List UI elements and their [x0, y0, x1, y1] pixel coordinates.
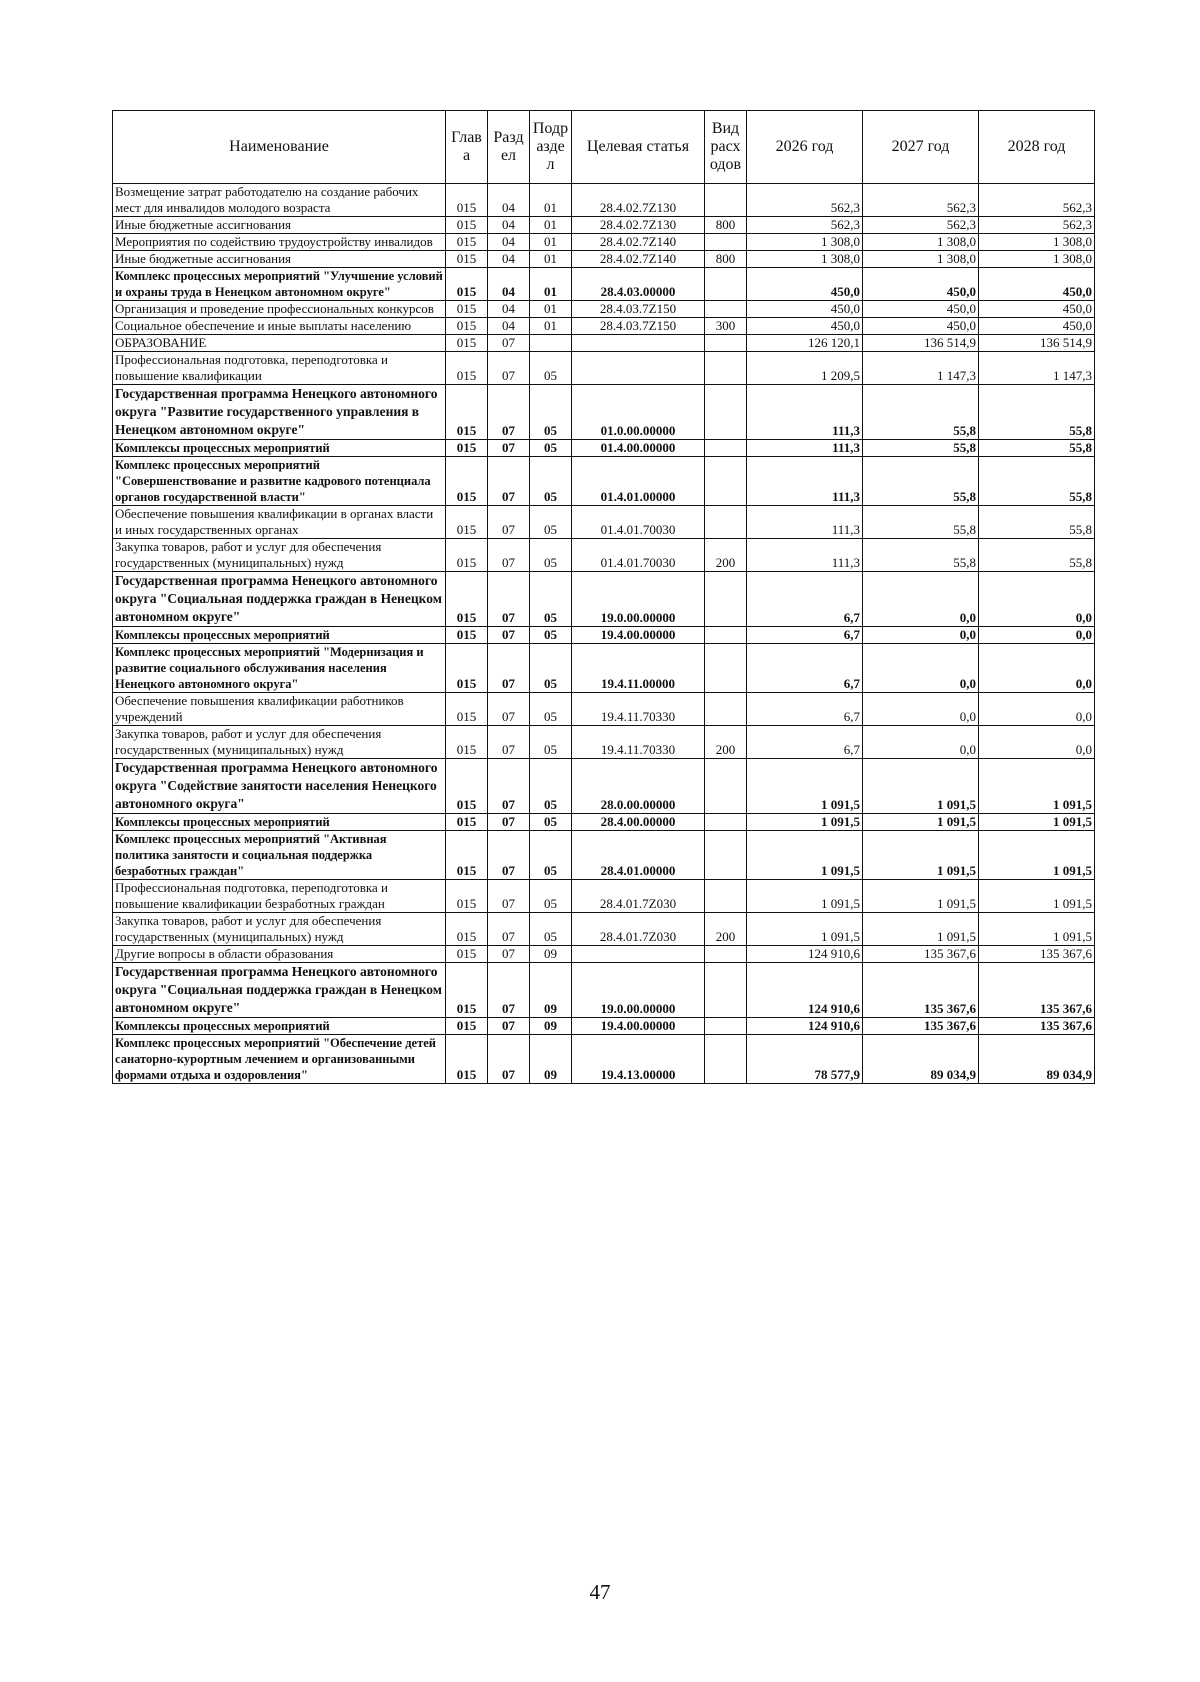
- header-target: Целевая статья: [572, 111, 705, 184]
- cell-2027: 562,3: [863, 217, 979, 234]
- cell-name: Комплексы процессных мероприятий: [113, 627, 446, 644]
- table-row: [113, 572, 1095, 627]
- cell-razdel: 07: [488, 627, 530, 644]
- cell-razdel: 07: [488, 1035, 530, 1084]
- cell-2028: 55,8: [979, 385, 1095, 440]
- cell-glava: 015: [446, 913, 488, 946]
- table-row: [113, 627, 1095, 644]
- cell-razdel: 07: [488, 352, 530, 385]
- cell-glava: 015: [446, 457, 488, 506]
- cell-razdel: 07: [488, 572, 530, 627]
- cell-2027: 450,0: [863, 268, 979, 301]
- cell-2026: 1 091,5: [747, 759, 863, 814]
- cell-vid: [705, 506, 747, 539]
- table-row: [113, 880, 1095, 913]
- cell-vid: [705, 1035, 747, 1084]
- cell-name: Государственная программа Ненецкого автономного округа "Развитие государственного управления в Ненецком автономном округе": [113, 385, 446, 440]
- table-row: [113, 217, 1095, 234]
- cell-name: Закупка товаров, работ и услуг для обеспечения государственных (муниципальных) нужд: [113, 726, 446, 759]
- table-row: [113, 814, 1095, 831]
- cell-2026: 111,3: [747, 506, 863, 539]
- table-row: [113, 184, 1095, 217]
- cell-2028: 135 367,6: [979, 1018, 1095, 1035]
- cell-vid: [705, 946, 747, 963]
- cell-podrazdel: 01: [530, 318, 572, 335]
- table-row: [113, 644, 1095, 693]
- cell-podrazdel: 05: [530, 440, 572, 457]
- cell-name: Комплексы процессных мероприятий: [113, 814, 446, 831]
- cell-2028: 450,0: [979, 268, 1095, 301]
- cell-name: Другие вопросы в области образования: [113, 946, 446, 963]
- cell-target: 28.4.01.7Z030: [572, 880, 705, 913]
- cell-name: Иные бюджетные ассигнования: [113, 251, 446, 268]
- cell-razdel: 04: [488, 251, 530, 268]
- cell-target: 19.0.00.00000: [572, 963, 705, 1018]
- cell-vid: [705, 644, 747, 693]
- cell-2028: 0,0: [979, 572, 1095, 627]
- cell-2027: 1 091,5: [863, 831, 979, 880]
- cell-podrazdel: 09: [530, 946, 572, 963]
- cell-target: 19.4.00.00000: [572, 627, 705, 644]
- cell-razdel: 04: [488, 217, 530, 234]
- cell-2028: 0,0: [979, 726, 1095, 759]
- cell-glava: 015: [446, 1035, 488, 1084]
- cell-vid: [705, 457, 747, 506]
- cell-razdel: 07: [488, 814, 530, 831]
- cell-2026: 124 910,6: [747, 946, 863, 963]
- cell-razdel: 07: [488, 506, 530, 539]
- cell-vid: [705, 831, 747, 880]
- cell-target: 01.4.01.70030: [572, 539, 705, 572]
- header-glava: Глав а: [446, 111, 488, 184]
- cell-glava: 015: [446, 440, 488, 457]
- cell-razdel: 07: [488, 440, 530, 457]
- cell-target: 28.4.03.00000: [572, 268, 705, 301]
- cell-vid: [705, 234, 747, 251]
- cell-2027: 55,8: [863, 539, 979, 572]
- cell-razdel: 07: [488, 644, 530, 693]
- cell-2027: 55,8: [863, 457, 979, 506]
- cell-glava: 015: [446, 234, 488, 251]
- cell-vid: [705, 1018, 747, 1035]
- cell-target: 19.0.00.00000: [572, 572, 705, 627]
- cell-razdel: 07: [488, 946, 530, 963]
- table-row: [113, 506, 1095, 539]
- header-2027: 2027 год: [863, 111, 979, 184]
- cell-podrazdel: 05: [530, 880, 572, 913]
- cell-2027: 562,3: [863, 184, 979, 217]
- table-row: [113, 385, 1095, 440]
- cell-razdel: 07: [488, 385, 530, 440]
- cell-2026: 562,3: [747, 184, 863, 217]
- cell-glava: 015: [446, 946, 488, 963]
- cell-glava: 015: [446, 301, 488, 318]
- table-row: [113, 913, 1095, 946]
- cell-glava: 015: [446, 251, 488, 268]
- cell-2026: 1 091,5: [747, 831, 863, 880]
- cell-2027: 1 091,5: [863, 880, 979, 913]
- cell-podrazdel: [530, 335, 572, 352]
- cell-podrazdel: 05: [530, 506, 572, 539]
- cell-2027: 0,0: [863, 572, 979, 627]
- cell-2026: 6,7: [747, 726, 863, 759]
- cell-razdel: 07: [488, 759, 530, 814]
- cell-vid: [705, 268, 747, 301]
- cell-2028: 135 367,6: [979, 963, 1095, 1018]
- cell-name: Обеспечение повышения квалификации в органах власти и иных государственных органах: [113, 506, 446, 539]
- cell-2026: 111,3: [747, 539, 863, 572]
- cell-target: 19.4.11.70330: [572, 693, 705, 726]
- cell-podrazdel: 09: [530, 963, 572, 1018]
- cell-name: Государственная программа Ненецкого автономного округа "Содействие занятости населения Ненецкого автономного округа": [113, 759, 446, 814]
- cell-2027: 136 514,9: [863, 335, 979, 352]
- table-row: [113, 539, 1095, 572]
- cell-target: [572, 352, 705, 385]
- cell-vid: 300: [705, 318, 747, 335]
- table-row: [113, 963, 1095, 1018]
- cell-2027: 1 091,5: [863, 759, 979, 814]
- table-row: [113, 440, 1095, 457]
- cell-2026: 126 120,1: [747, 335, 863, 352]
- cell-glava: 015: [446, 318, 488, 335]
- cell-podrazdel: 01: [530, 217, 572, 234]
- cell-name: Профессиональная подготовка, переподготовка и повышение квалификации безработных граждан: [113, 880, 446, 913]
- header-name: Наименование: [113, 111, 446, 184]
- cell-podrazdel: 05: [530, 814, 572, 831]
- table-row: [113, 318, 1095, 335]
- cell-podrazdel: 05: [530, 385, 572, 440]
- cell-glava: 015: [446, 814, 488, 831]
- cell-vid: [705, 440, 747, 457]
- cell-2026: 450,0: [747, 268, 863, 301]
- cell-name: Комплекс процессных мероприятий "Обеспечение детей санаторно-курортным лечением и организованными формами отдыха и оздоровления": [113, 1035, 446, 1084]
- cell-vid: [705, 385, 747, 440]
- cell-2027: 0,0: [863, 693, 979, 726]
- cell-podrazdel: 05: [530, 539, 572, 572]
- table-row: [113, 946, 1095, 963]
- cell-2028: 1 308,0: [979, 234, 1095, 251]
- table-row: [113, 831, 1095, 880]
- cell-glava: 015: [446, 963, 488, 1018]
- cell-2026: 111,3: [747, 440, 863, 457]
- cell-vid: 800: [705, 251, 747, 268]
- cell-razdel: 04: [488, 318, 530, 335]
- cell-razdel: 07: [488, 726, 530, 759]
- cell-2026: 1 091,5: [747, 913, 863, 946]
- cell-glava: 015: [446, 759, 488, 814]
- cell-2028: 0,0: [979, 644, 1095, 693]
- cell-razdel: 04: [488, 234, 530, 251]
- cell-glava: 015: [446, 385, 488, 440]
- cell-2026: 1 091,5: [747, 880, 863, 913]
- table-row: [113, 352, 1095, 385]
- cell-vid: [705, 814, 747, 831]
- cell-podrazdel: 05: [530, 457, 572, 506]
- cell-2026: 1 308,0: [747, 251, 863, 268]
- cell-glava: 015: [446, 644, 488, 693]
- cell-target: 28.4.03.7Z150: [572, 301, 705, 318]
- cell-razdel: 04: [488, 301, 530, 318]
- cell-2027: 1 308,0: [863, 251, 979, 268]
- cell-podrazdel: 05: [530, 644, 572, 693]
- cell-razdel: 07: [488, 913, 530, 946]
- header-podrazdel: Подр азде л: [530, 111, 572, 184]
- table-row: [113, 759, 1095, 814]
- cell-name: Мероприятия по содействию трудоустройству инвалидов: [113, 234, 446, 251]
- cell-2027: 55,8: [863, 506, 979, 539]
- cell-podrazdel: 05: [530, 913, 572, 946]
- cell-2026: 1 209,5: [747, 352, 863, 385]
- cell-vid: [705, 693, 747, 726]
- cell-target: 28.4.00.00000: [572, 814, 705, 831]
- cell-2027: 55,8: [863, 440, 979, 457]
- cell-glava: 015: [446, 268, 488, 301]
- cell-podrazdel: 01: [530, 251, 572, 268]
- budget-table: [112, 110, 1095, 1084]
- cell-glava: 015: [446, 352, 488, 385]
- cell-name: Комплекс процессных мероприятий "Совершенствование и развитие кадрового потенциала органов государственной власти": [113, 457, 446, 506]
- cell-2026: 124 910,6: [747, 1018, 863, 1035]
- cell-2026: 450,0: [747, 318, 863, 335]
- cell-2026: 6,7: [747, 627, 863, 644]
- cell-2026: 124 910,6: [747, 963, 863, 1018]
- cell-2026: 6,7: [747, 572, 863, 627]
- cell-podrazdel: 05: [530, 726, 572, 759]
- cell-2028: 55,8: [979, 539, 1095, 572]
- cell-2028: 55,8: [979, 457, 1095, 506]
- cell-podrazdel: 05: [530, 627, 572, 644]
- cell-razdel: 07: [488, 539, 530, 572]
- cell-vid: 200: [705, 726, 747, 759]
- cell-glava: 015: [446, 539, 488, 572]
- table-row: [113, 457, 1095, 506]
- cell-podrazdel: 05: [530, 759, 572, 814]
- cell-vid: [705, 352, 747, 385]
- page-number: 47: [589, 1580, 611, 1604]
- cell-razdel: 07: [488, 1018, 530, 1035]
- cell-name: Профессиональная подготовка, переподготовка и повышение квалификации: [113, 352, 446, 385]
- cell-2028: 55,8: [979, 440, 1095, 457]
- cell-razdel: 07: [488, 335, 530, 352]
- cell-name: Комплекс процессных мероприятий "Улучшение условий и охраны труда в Ненецком автономном округе": [113, 268, 446, 301]
- cell-2028: 1 091,5: [979, 814, 1095, 831]
- cell-glava: 015: [446, 627, 488, 644]
- cell-target: 28.4.02.7Z130: [572, 184, 705, 217]
- cell-vid: [705, 301, 747, 318]
- cell-2027: 1 091,5: [863, 913, 979, 946]
- cell-2027: 450,0: [863, 318, 979, 335]
- cell-name: Возмещение затрат работодателю на создание рабочих мест для инвалидов молодого возраста: [113, 184, 446, 217]
- header-2028: 2028 год: [979, 111, 1095, 184]
- cell-glava: 015: [446, 880, 488, 913]
- cell-2028: 1 091,5: [979, 880, 1095, 913]
- cell-2028: 0,0: [979, 627, 1095, 644]
- table-header-row: [113, 111, 1095, 184]
- header-vid: Вид расх одов: [705, 111, 747, 184]
- table-row: [113, 1018, 1095, 1035]
- cell-podrazdel: 01: [530, 301, 572, 318]
- cell-2028: 1 308,0: [979, 251, 1095, 268]
- cell-podrazdel: 05: [530, 352, 572, 385]
- header-2026: 2026 год: [747, 111, 863, 184]
- cell-2027: 135 367,6: [863, 963, 979, 1018]
- table-row: [113, 693, 1095, 726]
- cell-glava: 015: [446, 506, 488, 539]
- cell-name: ОБРАЗОВАНИЕ: [113, 335, 446, 352]
- cell-target: 19.4.13.00000: [572, 1035, 705, 1084]
- cell-2026: 6,7: [747, 693, 863, 726]
- cell-2027: 89 034,9: [863, 1035, 979, 1084]
- cell-glava: 015: [446, 217, 488, 234]
- cell-2028: 136 514,9: [979, 335, 1095, 352]
- cell-2027: 0,0: [863, 627, 979, 644]
- cell-podrazdel: 09: [530, 1035, 572, 1084]
- table-row: [113, 268, 1095, 301]
- cell-razdel: 07: [488, 880, 530, 913]
- cell-2028: 450,0: [979, 301, 1095, 318]
- cell-target: 19.4.00.00000: [572, 1018, 705, 1035]
- cell-target: 28.4.03.7Z150: [572, 318, 705, 335]
- cell-vid: [705, 184, 747, 217]
- cell-2028: 562,3: [979, 184, 1095, 217]
- header-razdel: Разд ел: [488, 111, 530, 184]
- cell-podrazdel: 05: [530, 693, 572, 726]
- cell-name: Закупка товаров, работ и услуг для обеспечения государственных (муниципальных) нужд: [113, 539, 446, 572]
- cell-vid: [705, 963, 747, 1018]
- cell-vid: [705, 572, 747, 627]
- cell-target: 28.4.02.7Z140: [572, 234, 705, 251]
- cell-podrazdel: 05: [530, 572, 572, 627]
- cell-podrazdel: 05: [530, 831, 572, 880]
- cell-name: Социальное обеспечение и иные выплаты населению: [113, 318, 446, 335]
- table-row: [113, 251, 1095, 268]
- table-row: [113, 234, 1095, 251]
- cell-glava: 015: [446, 572, 488, 627]
- cell-name: Комплекс процессных мероприятий "Активная политика занятости и социальная поддержка безработных граждан": [113, 831, 446, 880]
- cell-target: 01.4.01.70030: [572, 506, 705, 539]
- cell-2026: 450,0: [747, 301, 863, 318]
- cell-name: Комплексы процессных мероприятий: [113, 440, 446, 457]
- cell-2027: 1 308,0: [863, 234, 979, 251]
- cell-target: [572, 335, 705, 352]
- cell-vid: [705, 759, 747, 814]
- cell-vid: [705, 880, 747, 913]
- cell-glava: 015: [446, 184, 488, 217]
- cell-razdel: 07: [488, 457, 530, 506]
- cell-target: 28.4.01.00000: [572, 831, 705, 880]
- cell-glava: 015: [446, 335, 488, 352]
- cell-name: Государственная программа Ненецкого автономного округа "Социальная поддержка граждан в Ненецком автономном округе": [113, 963, 446, 1018]
- cell-vid: [705, 335, 747, 352]
- cell-2028: 1 147,3: [979, 352, 1095, 385]
- cell-2028: 1 091,5: [979, 759, 1095, 814]
- cell-2028: 55,8: [979, 506, 1095, 539]
- cell-2027: 0,0: [863, 726, 979, 759]
- budget-table-container: [112, 110, 1094, 1084]
- cell-2028: 89 034,9: [979, 1035, 1095, 1084]
- cell-glava: 015: [446, 726, 488, 759]
- table-row: [113, 335, 1095, 352]
- cell-2026: 1 308,0: [747, 234, 863, 251]
- cell-name: Государственная программа Ненецкого автономного округа "Социальная поддержка граждан в Ненецком автономном округе": [113, 572, 446, 627]
- cell-2026: 1 091,5: [747, 814, 863, 831]
- cell-target: 19.4.11.00000: [572, 644, 705, 693]
- cell-2026: 78 577,9: [747, 1035, 863, 1084]
- cell-target: 28.4.01.7Z030: [572, 913, 705, 946]
- cell-target: 28.4.02.7Z140: [572, 251, 705, 268]
- cell-2027: 450,0: [863, 301, 979, 318]
- cell-target: 19.4.11.70330: [572, 726, 705, 759]
- cell-podrazdel: 09: [530, 1018, 572, 1035]
- cell-2028: 135 367,6: [979, 946, 1095, 963]
- cell-podrazdel: 01: [530, 268, 572, 301]
- cell-2026: 111,3: [747, 385, 863, 440]
- cell-target: 28.4.02.7Z130: [572, 217, 705, 234]
- cell-2028: 0,0: [979, 693, 1095, 726]
- cell-2027: 135 367,6: [863, 1018, 979, 1035]
- cell-glava: 015: [446, 1018, 488, 1035]
- cell-2026: 111,3: [747, 457, 863, 506]
- cell-name: Организация и проведение профессиональных конкурсов: [113, 301, 446, 318]
- cell-name: Закупка товаров, работ и услуг для обеспечения государственных (муниципальных) нужд: [113, 913, 446, 946]
- cell-razdel: 07: [488, 963, 530, 1018]
- cell-vid: 200: [705, 539, 747, 572]
- cell-target: 28.0.00.00000: [572, 759, 705, 814]
- cell-podrazdel: 01: [530, 184, 572, 217]
- table-row: [113, 1035, 1095, 1084]
- cell-target: 01.0.00.00000: [572, 385, 705, 440]
- cell-name: Иные бюджетные ассигнования: [113, 217, 446, 234]
- cell-2026: 6,7: [747, 644, 863, 693]
- cell-razdel: 07: [488, 831, 530, 880]
- cell-target: 01.4.01.00000: [572, 457, 705, 506]
- cell-2028: 562,3: [979, 217, 1095, 234]
- table-row: [113, 301, 1095, 318]
- cell-glava: 015: [446, 693, 488, 726]
- cell-name: Обеспечение повышения квалификации работников учреждений: [113, 693, 446, 726]
- cell-2026: 562,3: [747, 217, 863, 234]
- cell-2027: 55,8: [863, 385, 979, 440]
- table-row: [113, 726, 1095, 759]
- cell-target: [572, 946, 705, 963]
- cell-name: Комплексы процессных мероприятий: [113, 1018, 446, 1035]
- cell-razdel: 04: [488, 184, 530, 217]
- cell-2028: 450,0: [979, 318, 1095, 335]
- cell-2028: 1 091,5: [979, 913, 1095, 946]
- cell-name: Комплекс процессных мероприятий "Модернизация и развитие социального обслуживания населения Ненецкого автономного округа": [113, 644, 446, 693]
- cell-vid: 800: [705, 217, 747, 234]
- cell-podrazdel: 01: [530, 234, 572, 251]
- cell-vid: 200: [705, 913, 747, 946]
- cell-2027: 135 367,6: [863, 946, 979, 963]
- table-body: [113, 184, 1095, 1084]
- cell-razdel: 04: [488, 268, 530, 301]
- cell-glava: 015: [446, 831, 488, 880]
- cell-2027: 0,0: [863, 644, 979, 693]
- cell-target: 01.4.00.00000: [572, 440, 705, 457]
- cell-2028: 1 091,5: [979, 831, 1095, 880]
- cell-2027: 1 147,3: [863, 352, 979, 385]
- cell-2027: 1 091,5: [863, 814, 979, 831]
- cell-vid: [705, 627, 747, 644]
- cell-razdel: 07: [488, 693, 530, 726]
